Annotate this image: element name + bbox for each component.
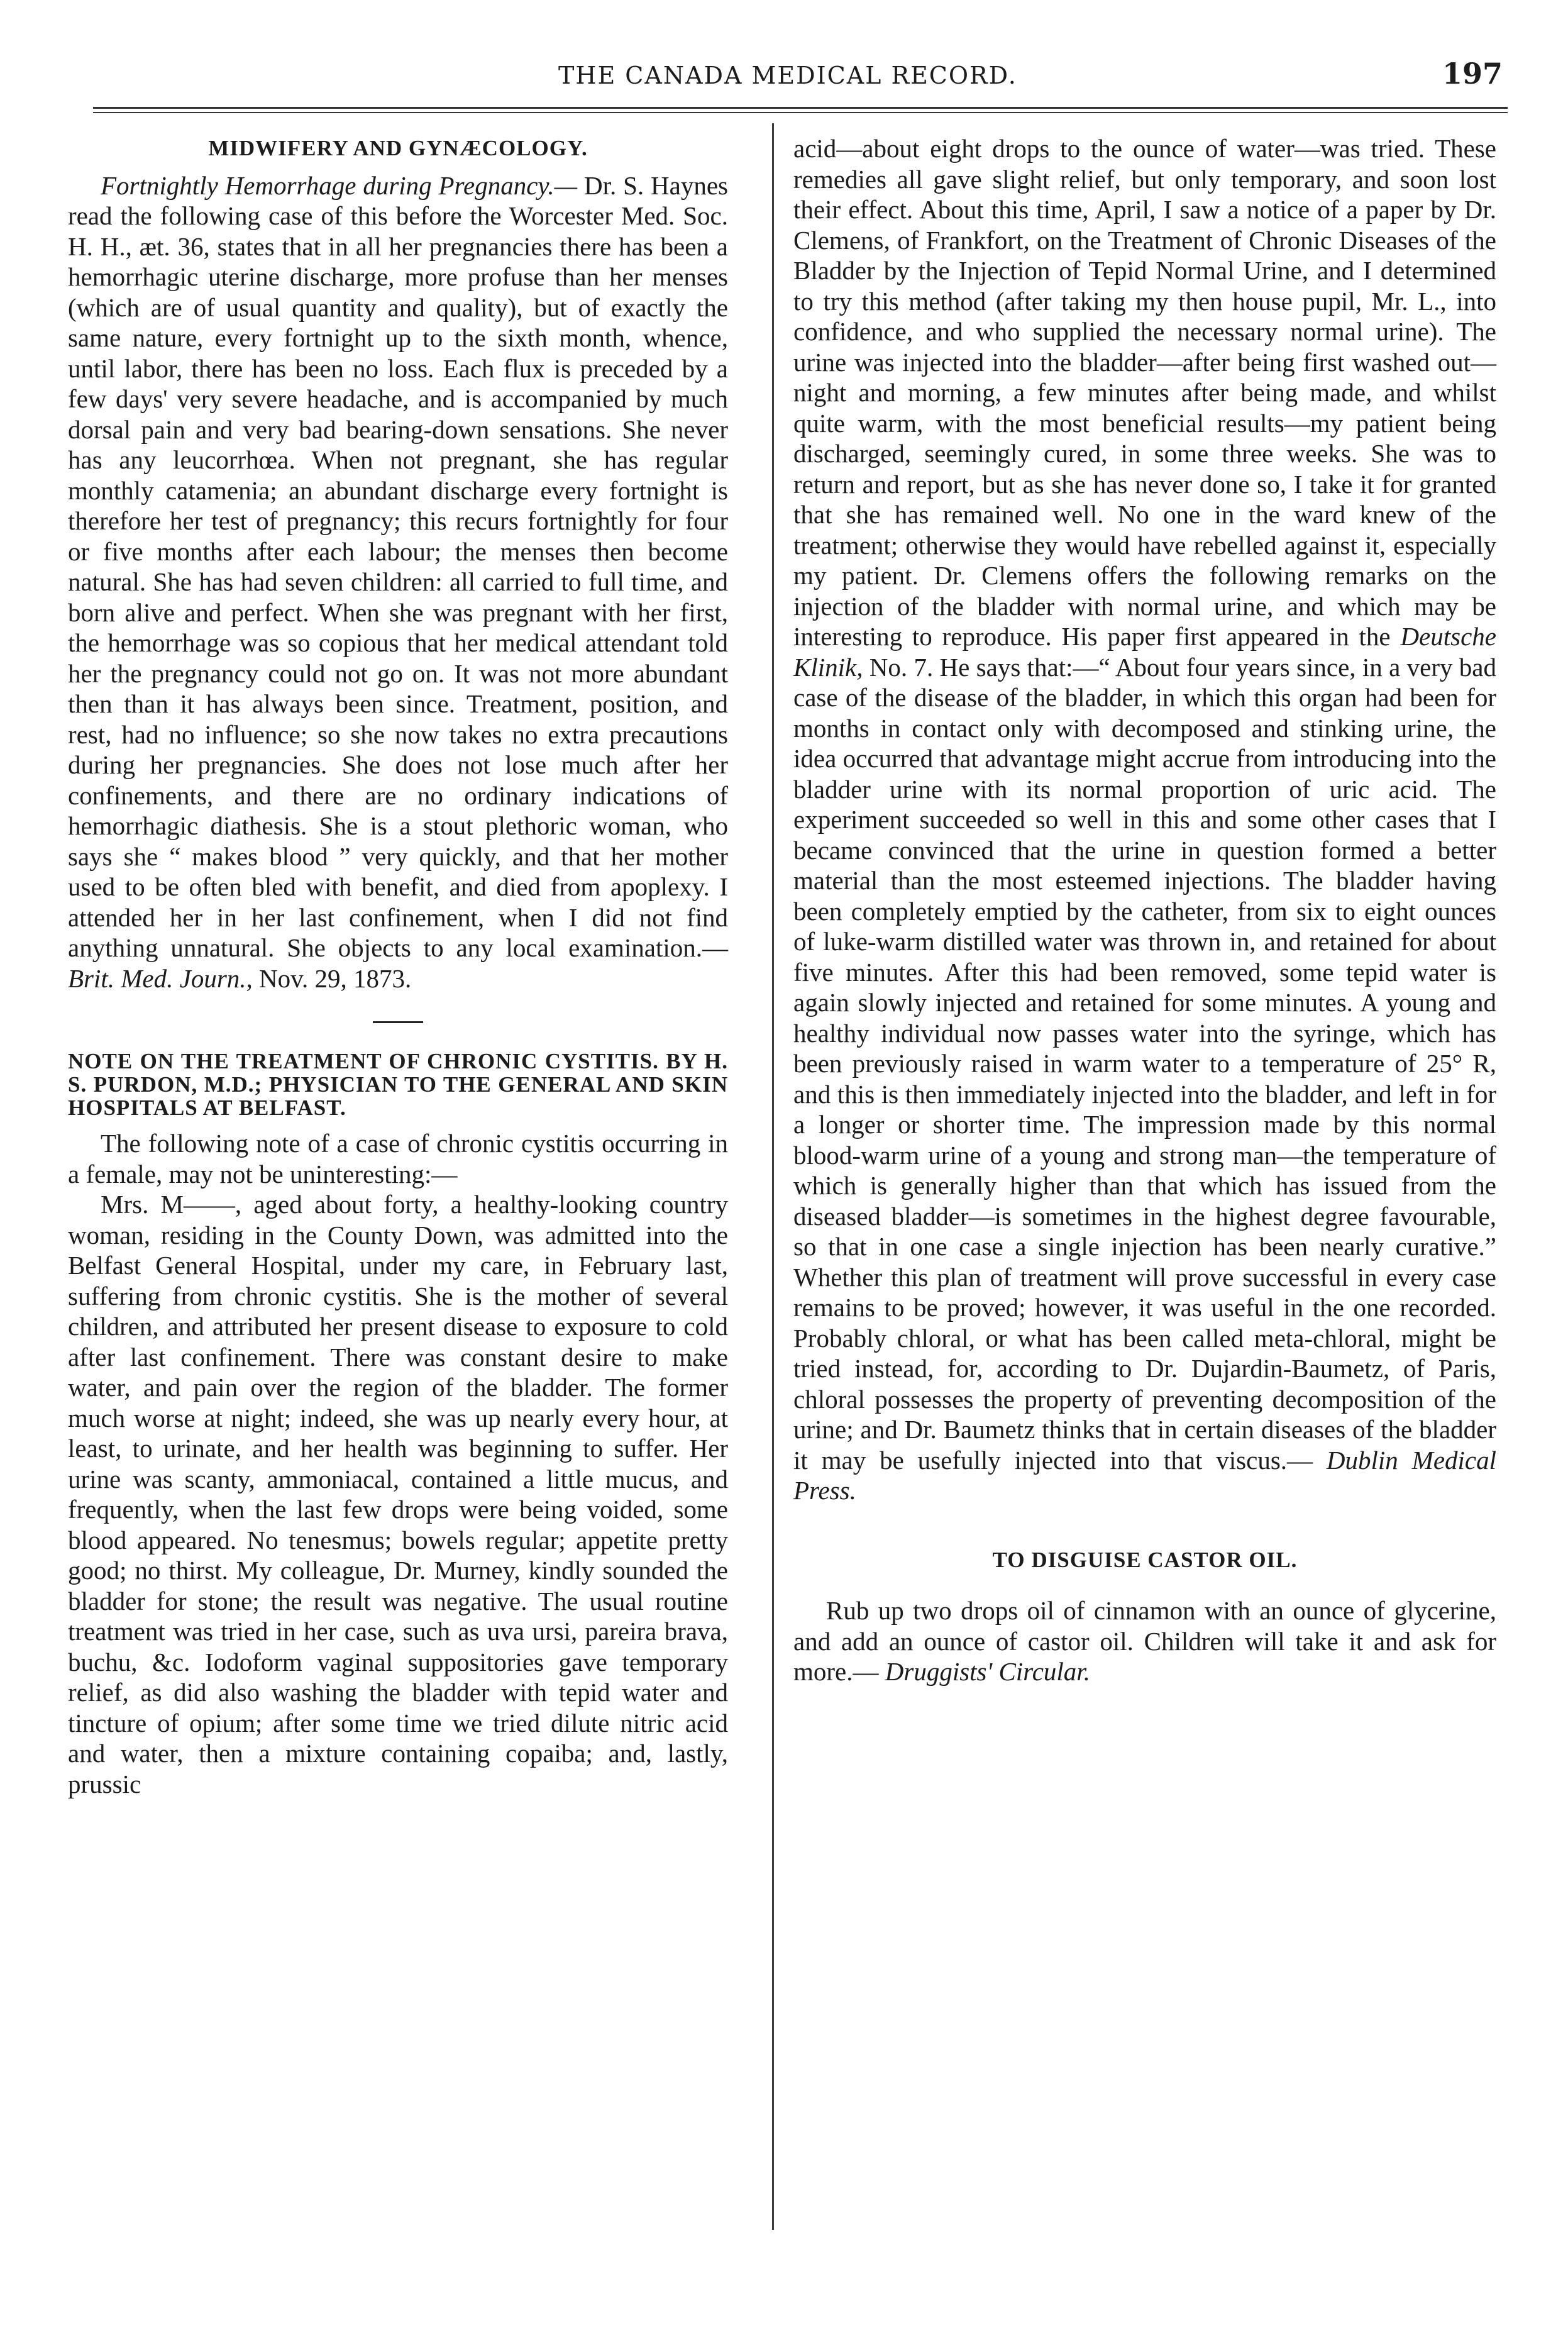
spacer xyxy=(793,1506,1496,1545)
right-column xyxy=(793,133,1496,1687)
article-body: Dr. S. Haynes read the following case of this before the Worcester Med. Soc. H. H., æt. 36, states that in all her pregnancies there has been a hemorrhagic uterine discharge, more profuse than her menses (which are of usual quantity and quality), but of exactly the same nature, every fortnight up to the sixth month, whence, until labor, there has been no loss. Each flux is preceded by a few days' very severe headache, and is accompanied by much dorsal pain and very bad bearing-down sensations. She never has any leucorrhœa. When not pregnant, she has regular monthly catamenia; an abundant discharge every fortnight is therefore her test of pregnancy; this recurs fortnightly for four or five months after each labour; the menses then become natural. She has had seven children: all carried to full time, and born alive and perfect. When she was pregnant with her first, the hemorrhage was so copious that her medical attendant told her the pregnancy could not go on. It was not more abundant then than it has always been since. Treatment, position, and rest, had no influence; so she now takes no extra precautions during her pregnancies. She does not lose much after her confinements, and there are no ordinary indications of hemorrhagic diathesis. She is a stout plethoric woman, who says she “ makes blood ” very quickly, and that her mother used to be often bled with benefit, and died from apoplexy. I attended her in her last confinement, when I did not find anything unnatural. She objects to any local examination.— xyxy=(68,170,729,962)
article-date: Nov. 29, 1873. xyxy=(259,963,412,993)
article-lead-title: Fortnightly Hemorrhage during Pregnancy.— xyxy=(101,170,578,200)
page-number: 197 xyxy=(1442,57,1503,91)
cystitis-continuation xyxy=(793,133,1496,1506)
cystitis-case: Mrs. M——, aged about forty, a healthy-looking country woman, residing in the County Down, was admitted into the Belfast General Hospital, under my care, in February last, suffering from chronic cystitis. She is the mother of several children, and attributed her present disease to exposure to cold after last confinement. There was constant desire to make water, and pain over the region of the bladder. The former much worse at night; indeed, she was up nearly every hour, at least, to urinate, and her health was beginning to suffer. Her urine was scanty, ammoniacal, contained a little mucus, and frequently, when the last few drops were being voided, some blood appeared. No tenesmus; bowels regular; appetite pretty good; no thirst. My colleague, Dr. Murney, kindly sounded the bladder for stone; the result was negative. The usual routine treatment was tried in her case, such as uva ursi, pareira brava, buchu, &c. Iodoform vaginal suppositories gave temporary relief, as did also washing the bladder with tepid water and tincture of opium; after some time we tried dilute nitric acid and water, then a mixture containing copaiba; and, lastly, prussic xyxy=(68,1190,728,1798)
castor-oil-recipe xyxy=(793,1595,1496,1687)
castor-source: Druggists' Circular. xyxy=(885,1657,1090,1686)
article-source: Brit. Med. Journ., xyxy=(68,963,253,993)
header-rule xyxy=(93,107,1508,109)
clemens-quote: No. 7. He says that:—“ About four years since, in a very bad case of the disease of the bladder, in which this organ had been for months in contact only with decomposed and stinking urine, the idea occurred that advantage might accrue from introducing into the bladder urine with its normal proportion of uric acid. The experiment succeeded so well in this and some other cases that I became convinced that the urine in question formed a better material than the most esteemed injections. The bladder having been completely emptied by the catheter, from six to eight ounces of luke-warm distilled water was thrown in, and retained for about five minutes. After this had been removed, some tepid water is again slowly injected and retained for some minutes. A young and healthy individual now passes water into the syringe, which has been previously raised in warm water to a temperature of 25° R, and this is then immediately injected into the bladder, and left in for a longer or shorter time. The impression made by this normal blood-warm urine of a young and strong man—the temperature of which is generally higher than that which has issued from the diseased bladder—is sometimes in the highest degree favourable, so that in one case a single injection has been nearly curative.” Whether this plan of treatment will prove successful in every case remains to be proved; however, it was useful in the one recorded. Probably chloral, or what has been called meta-chloral, might be tried instead, for, according to Dr. Dujardin-Baumetz, of Paris, chloral possesses the property of preventing decomposition of the urine; and Dr. Baumetz thinks that in certain diseases of the bladder it may be usefully injected into that viscus.— xyxy=(793,652,1496,1475)
section-separator xyxy=(373,1021,423,1023)
section-heading-midwifery: MIDWIFERY AND GYNÆCOLOGY. xyxy=(208,136,588,160)
spacer xyxy=(793,1582,1496,1595)
section-heading-castor-oil: TO DISGUISE CASTOR OIL. xyxy=(992,1547,1298,1572)
left-column xyxy=(68,133,728,1799)
castor-text: Rub up two drops oil of cinnamon with an ounce of glycerine, and add an ounce of castor oil. Children will take it and ask for more.— xyxy=(793,1596,1496,1686)
journal-title: THE CANADA MEDICAL RECORD. xyxy=(558,62,1017,89)
continuation-text: acid—about eight drops to the ounce of water—was tried. These remedies all gave slight relief, but only temporary, and soon lost their effect. About this time, April, I saw a notice of a paper by Dr. Clemens, of Frankfort, on the Treatment of Chronic Diseases of the Bladder by the Injection of Tepid Normal Urine, and I determined to try this method (after taking my then house pupil, Mr. L., into confidence, and who supplied the necessary normal urine). The urine was injected into the bladder—after being first washed out—night and morning, a few minutes after being made, and whilst quite warm, with the most beneficial results—my patient being discharged, seemingly cured, in some three weeks. She was to return and report, but as she has never done so, I take it for granted that she has remained well. No one in the ward knew of the treatment; otherwise they would have rebelled against it, especially my patient. Dr. Clemens offers the following remarks on the injection of the bladder with normal urine, and which may be interesting to reproduce. His paper first appeared in the xyxy=(793,134,1496,651)
cystitis-intro: The following note of a case of chronic cystitis occurring in a female, may not be uninteresting:— xyxy=(68,1129,728,1189)
running-header xyxy=(93,54,1508,101)
header-rule-thin xyxy=(93,112,1508,113)
article-hemorrhage xyxy=(68,170,728,994)
quote-source: Dublin Medical Press. xyxy=(793,1445,1496,1505)
journal-name: Deutsche Klinik, xyxy=(793,622,1497,682)
column-divider xyxy=(772,123,774,2230)
section-heading-cystitis: NOTE ON THE TREATMENT OF CHRONIC CYSTITIS. BY H. S. PURDON, M.D.; PHYSICIAN TO THE GENERAL AND SKIN HOSPITALS AT BELFAST. xyxy=(68,1049,728,1120)
